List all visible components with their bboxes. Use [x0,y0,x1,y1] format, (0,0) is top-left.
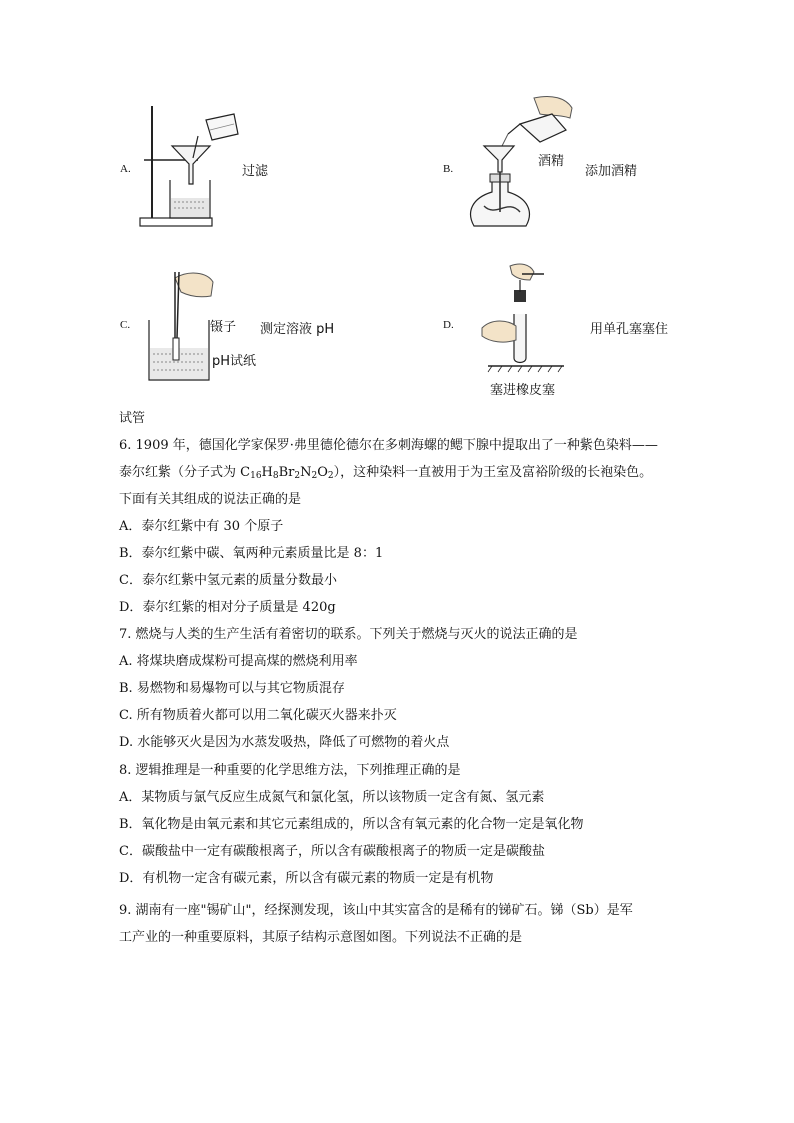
figure-b-letter: B. [443,163,454,175]
question-6-stem-line-2: 泰尔红紫（分子式为 $C_{16}H_8Br_2N_2O_2$），这种染料一直被用于为王室及富裕阶级的长袍染色。 [119,465,653,481]
question-8-option-a: A．某物质与氯气反应生成氮气和氯化氢，所以该物质一定含有氮、氢元素 [119,790,545,805]
question-8-option-b: B．氧化物是由氧元素和其它元素组成的，所以含有氧元素的化合物一定是氧化物 [119,817,584,832]
question-6-option-a: A．泰尔红紫中有 30 个原子 [119,519,284,534]
question-7-option-a: A. 将煤块磨成煤粉可提高煤的燃烧利用率 [119,654,358,669]
question-9-stem-line-1: 9. 湖南有一座"锡矿山"，经探测发现，该山中其实富含的是稀有的锑矿石。锑（Sb）是军 [119,903,633,918]
question-7-stem: 7. 燃烧与人类的生产生活有着密切的联系。下列关于燃烧与灭火的说法正确的是 [119,627,578,642]
figure-b-callout: 酒精 [538,154,565,169]
question-7-option-b: B. 易燃物和易爆物可以与其它物质混存 [119,681,345,696]
question-9-stem-line-2: 工产业的一种重要原料，其原子结构示意图如图。下列说法不正确的是 [119,930,523,945]
figure-b-label: 添加酒精 [585,164,638,179]
question-8-option-c: C．碳酸盐中一定有碳酸根离子，所以含有碳酸根离子的物质一定是碳酸盐 [119,844,545,859]
figure-a-label: 过滤 [242,164,269,179]
figure-d-letter: D. [443,319,454,331]
stopper-insertion-illustration [478,262,568,380]
question-6-stem-line-1: 6. 1909 年，德国化学家保罗·弗里德伦德尔在多刺海螺的鳃下腺中提取出了一种紫色染料—— [119,438,658,453]
figure-c-label: 测定溶液 pH [260,322,335,337]
question-8-option-d: D．有机物一定含有碳元素，所以含有碳元素的物质一定是有机物 [119,871,494,886]
figure-d-caption: 塞进橡皮塞 [490,383,556,398]
filtration-apparatus-illustration [138,100,248,230]
question-8-stem: 8. 逻辑推理是一种重要的化学思维方法，下列推理正确的是 [119,763,461,778]
question-6-stem-line-3: 下面有关其组成的说法正确的是 [119,492,302,507]
question-6-option-d: D．泰尔红紫的相对分子质量是 420g [119,600,336,615]
figure-d-label: 用单孔塞塞住 [590,322,669,337]
trailing-text: 试管 [119,411,146,426]
figure-c-letter: C. [120,319,131,331]
figure-c-callout-paper: pH试纸 [212,354,257,369]
question-6-option-b: B．泰尔红紫中碳、氧两种元素质量比是 8：1 [119,546,384,561]
figure-c-callout-tweezers: 镊子 [210,320,237,335]
question-6-option-c: C．泰尔红紫中氢元素的质量分数最小 [119,573,337,588]
question-7-option-c: C. 所有物质着火都可以用二氧化碳灭火器来扑灭 [119,708,397,723]
figure-a-letter: A. [120,163,131,175]
question-7-option-d: D. 水能够灭火是因为水蒸发吸热，降低了可燃物的着火点 [119,735,450,750]
ph-measurement-illustration [145,268,220,383]
